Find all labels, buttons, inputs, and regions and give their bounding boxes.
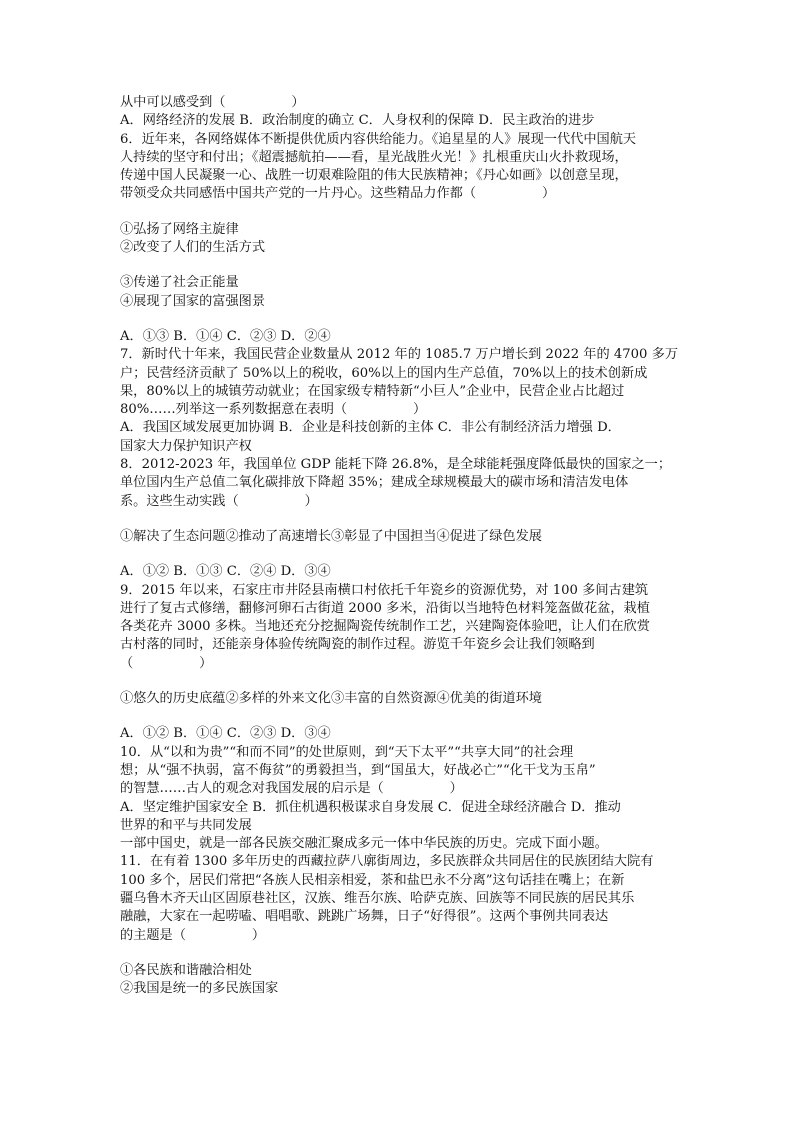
blank-line	[120, 511, 672, 528]
text-line: 人持续的坚守和付出；《超震撼航拍——看，星光战胜火光！》扎根重庆山火扑救现场，	[120, 149, 628, 165]
blank-line	[120, 204, 672, 221]
text-line: 带领受众共同感悟中国共产党的一片丹心。这些精品力作都（ ）	[120, 186, 556, 202]
blank-line	[120, 311, 672, 328]
text-line: 11．在有着 1300 多年历史的西藏拉萨八廓街周边，多民族群众共同居住的民族团结大院有	[120, 854, 654, 870]
text-line: 7．新时代十年来，我国民营企业数量从 2012 年的 1085.7 万户增长到 2022 年的 4700 多万	[120, 347, 678, 363]
text-line: 想；从“强不执弱，富不侮贫”的勇毅担当，到“国虽大，好战必亡”“化干戈为玉帛”	[120, 762, 596, 778]
text-line: A．①③ B．①④ C．②③ D．②④	[120, 328, 331, 344]
text-line: ①各民族和谐融洽相处	[120, 962, 252, 978]
text-line: ④展现了国家的富强图景	[120, 293, 266, 309]
text-line: ①弘扬了网络主旋律	[120, 221, 239, 237]
text-line: 国家大力保护知识产权	[120, 438, 252, 454]
text-line: 单位国内生产总值二氧化碳排放下降超 35%；建成全球规模最大的碳市场和清洁发电体	[120, 475, 629, 491]
text-line: 系。这些生动实践（ ）	[120, 493, 318, 509]
text-line: A．坚定维护国家安全 B．抓住机遇积极谋求自身发展 C．促进全球经济融合 D．推动	[120, 799, 621, 815]
text-line: （ ）	[120, 655, 213, 671]
text-line: 进行了复古式修缮，翻修河卵石古街道 2000 多米，沿街以当地特色材料笼盔做花盆，栽植	[120, 600, 650, 616]
text-line: 户；民营经济贡献了 50%以上的税收，60%以上的国内生产总值，70%以上的技术创新成	[120, 365, 648, 381]
text-line: ①解决了生态问题②推动了高速增长③彰显了中国担当④促进了绿色发展	[120, 528, 542, 544]
text-line: 80%……列举这一系列数据意在表明（ ）	[120, 402, 427, 418]
text-line: A．①② B．①③ C．②④ D．③④	[120, 564, 331, 580]
text-line: 从中可以感受到（ ）	[120, 95, 305, 110]
text-line: 8．2012-2023 年，我国单位 GDP 能耗下降 26.8%，是全球能耗强度降低最快的国家之一；	[120, 457, 672, 473]
blank-line	[120, 673, 672, 690]
blank-line	[120, 546, 672, 563]
text-line: ①悠久的历史底蕴②多样的外来文化③丰富的自然资源④优美的街道环境	[120, 691, 542, 707]
text-line: A．①② B．①④ C．②③ D．③④	[120, 726, 331, 742]
text-line: 融融，大家在一起唠嗑、唱唱歌、跳跳广场舞，日子“好得很”。这两个事例共同表达	[120, 909, 609, 925]
text-line: ②我国是统一的多民族国家	[120, 981, 279, 997]
text-line: A．网络经济的发展 B．政治制度的确立 C．人身权利的保障 D．民主政治的进步	[120, 113, 595, 129]
text-line: 果，80%以上的城镇劳动就业；在国家级专精特新“小巨人”企业中，民营企业占比超过	[120, 383, 625, 399]
text-line: 9．2015 年以来，石家庄市井陉县南横口村依托千年瓷乡的资源优势，对 100 多间古建筑	[120, 582, 649, 598]
text-line: 古村落的同时，还能亲身体验传统陶瓷的制作过程。游览千年瓷乡会让我们领略到	[120, 637, 595, 653]
text-line: 100 多个，居民们常把“各族人民相亲相爱，茶和盐巴永不分离”这句话挂在嘴上；在新	[120, 872, 625, 888]
text-line: ③传递了社会正能量	[120, 275, 239, 291]
text-line: 世界的和平与共同发展	[120, 817, 252, 833]
text-line: 的智慧……古人的观念对我国发展的启示是（ ）	[120, 781, 463, 797]
text-line: 一部中国史，就是一部各民族交融汇聚成多元一体中华民族的历史。完成下面小题。	[120, 836, 608, 852]
exam-page	[120, 94, 678, 998]
text-line: 各类花卉 3000 多株。当地还充分挖掘陶瓷传统制作工艺，兴建陶瓷体验吧，让人们在欣赏	[120, 619, 650, 635]
blank-line	[120, 708, 672, 725]
text-line: ②改变了人们的生活方式	[120, 240, 266, 256]
blank-line	[120, 257, 672, 274]
text-line: 6．近年来，各网络媒体不断提供优质内容供给能力。《追星星的人》展现一代代中国航天	[120, 131, 637, 147]
text-line: A．我国区域发展更加协调 B．企业是科技创新的主体 C．非公有制经济活力增强 D．	[120, 420, 621, 436]
text-line: 传递中国人民凝聚一心、战胜一切艰难险阻的伟大民族精神；《丹心如画》以创意呈现，	[120, 168, 628, 184]
text-line: 10．从“以和为贵”“和而不同”的处世原则，到“天下太平”“共享大同”的社会理	[120, 744, 574, 760]
text-line: 的主题是（ ）	[120, 927, 266, 943]
blank-line	[120, 945, 672, 962]
text-line: 疆乌鲁木齐天山区固原巷社区，汉族、维吾尔族、哈萨克族、回族等不同民族的居民其乐	[120, 890, 635, 906]
